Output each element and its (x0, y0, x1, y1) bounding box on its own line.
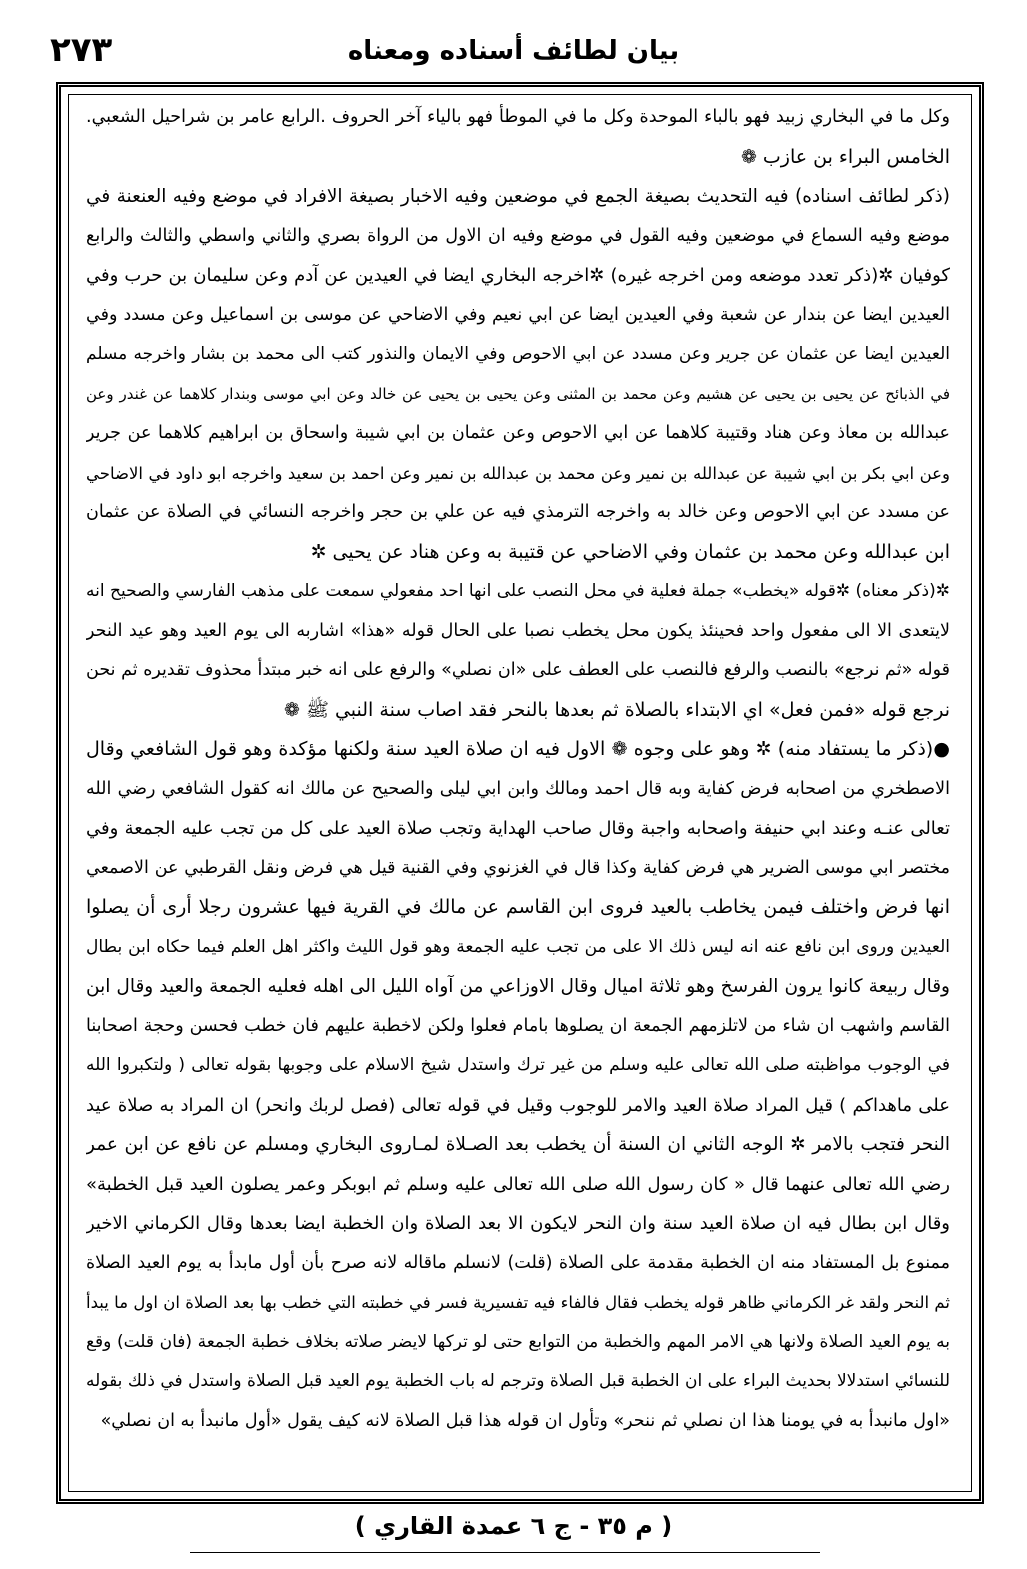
text-line: العيدين ايضا عن عثمان عن جرير وعن مسدد عن ابي الاحوص وفي الايمان والنذور كتب الى محمد بن بشار واخرجه مسلم (86, 344, 950, 364)
text-line: عبدالله بن معاذ وعن هناد وقتيبة كلاهما عن ابي الاحوص وعن عثمان بن ابي شيبة واسحاق بن ابراهيم كلاهما عن جرير (86, 423, 950, 443)
text-line: (ذكر لطائف اسناده) فيه التحديث بصيغة الجمع في موضعين وفيه الاخبار بصيغة الافراد في موضع وفيه العنعنة في (86, 186, 950, 207)
text-line: في الوجوب مواظبته صلى الله تعالى عليه وسلم من غير ترك واستدل شيخ الاسلام على وجوبها بقوله تعالى ( ولتكبروا الله (86, 1055, 950, 1075)
text-line: به يوم العيد الصلاة ولانها هي الامر المهم والخطبة من التوابع حتى لو تركها لايضر صلاته بخلاف خطبة الجمعة (فان قلت) وقع (86, 1331, 950, 1352)
text-line: للنسائي استدلالا بحديث البراء على ان الخطبة قبل الصلاة وترجم له باب الخطبة يوم العيد قبل الصلاة واستدل في ذلك بقوله (86, 1371, 950, 1391)
text-line: موضع وفيه السماع في موضعين وفيه القول في موضع وفيه ان الاول من الرواة بصري والثاني واسطي والثالث والرابع (86, 225, 950, 246)
text-line: النحر فتجب بالامر ✲ الوجه الثاني ان السنة أن يخطب بعد الصـلاة لمـاروى البخاري ومسلم عن نافع عن ابن عمر (86, 1134, 950, 1155)
footer-rule (190, 1552, 820, 1553)
text-line: قوله «ثم نرجع» بالنصب والرفع فالنصب على العطف على «ان نصلي» والرفع على انه خبر مبتدأ محذوف تقديره ثم نحن (86, 660, 950, 680)
text-line: ممنوع بل المستفاد منه ان الخطبة مقدمة على الصلاة (قلت) لانسلم ماقاله لانه صرح بأن أول مابدأ به يوم العيد الصلاة (86, 1252, 950, 1273)
text-line: نرجع قوله «فمن فعل» اي الابتداء بالصلاة ثم بعدها بالنحر فقد اصاب سنة النبي ﷺ ❁ (284, 698, 950, 721)
text-line: وقال ربيعة كانوا يرون الفرسخ وهو ثلاثة اميال وقال الاوزاعي من آواه الليل الى اهله فعليه الجمعة والعيد وقال ابن (86, 976, 950, 997)
page-footer (0, 1508, 1027, 1548)
text-line: ثم النحر ولقد غر الكرماني ظاهر قوله يخطب فقال فالفاء فيه تفسيرية فسر في خطبته التي خطب بها بعد الصلاة ان اول ما يبدأ (86, 1293, 950, 1312)
footer-signature: ( م ٣٥ - ج ٦ عمدة القاري ) (354, 1512, 673, 1540)
text-line: كوفيان ✲(ذكر تعدد موضعه ومن اخرجه غيره) ✲اخرجه البخاري ايضا في العيدين عن آدم وعن سليمان بن حرب وفي (86, 265, 950, 286)
text-line: «اول مانبدأ به في يومنا هذا ان نصلي ثم ننحر» وتأول ان قوله هذا قبل الصلاة لانه كيف يقول «أول مانبدأ به ان نصلي» (100, 1410, 950, 1431)
main-text (86, 98, 950, 1441)
text-line: انها فرض واختلف فيمن يخاطب بالعيد فروى ابن القاسم عن مالك في القرية فيها عشرون رجلا أرى أن يصلوا (86, 896, 950, 918)
running-title: بيان لطائف أسناده ومعناه (347, 36, 680, 66)
text-line: وكل ما في البخاري زبيد فهو بالباء الموحدة وكل ما في الموطأ فهو بالياء آخر الحروف .الرابع عامر بن شراحيل الشعبي. (86, 107, 950, 127)
text-line: وقال ابن بطال فيه ان صلاة العيد سنة وان النحر لايكون الا بعد الصلاة وان الخطبة ايضا بعدها وقال الكرماني الاخير (86, 1213, 950, 1234)
text-line: تعالى عنـه وعند ابي حنيفة واصحابه واجبة وقال صاحب الهداية وتجب صلاة العيد على كل من تجب عليه الجمعة وفي (86, 818, 950, 839)
text-line: القاسم واشهب ان شاء من لاتلزمهم الجمعة ان يصلوها بامام فعلوا ولكن لاخطبة عليهم فان خطب فحسن وحجة اصحابنا (86, 1015, 950, 1036)
text-line: وعن ابي بكر بن ابي شيبة عن عبدالله بن نمير وعن محمد بن عبدالله بن نمير وعن احمد بن سعيد واخرجه ابو داود في الاضاحي (86, 463, 950, 483)
text-line: الخامس البراء بن عازب ❁ (740, 145, 950, 168)
text-line: ✲(ذكر معناه) ✲قوله «يخطب» جملة فعلية في محل النصب على انها احد مفعولي سمعت على مذهب الفارسي والصحيح انه (86, 581, 950, 601)
text-line: ابن عبدالله وعن محمد بن عثمان وفي الاضاحي عن قتيبة به وعن هناد عن يحيى ✲ (310, 540, 950, 563)
text-line: مختصر ابي موسى الضرير هي فرض كفاية وكذا قال في الغزنوي وفي القنية قيل هي فرض ونقل القرطبي عن الاصمعي (86, 857, 950, 878)
page-number: ٢٧٣ (50, 30, 113, 70)
text-line: لايتعدى الا الى مفعول واحد فحينئذ يكون محل يخطب نصبا على الحال قوله «هذا» اشاربه الى يوم العيد وهو عيد النحر (86, 620, 950, 641)
text-line: الاصطخري من اصحابه فرض كفاية وبه قال احمد ومالك وابن ابي ليلى والصحيح عن مالك انه كقول الشافعي رضي الله (86, 778, 950, 799)
text-line: ●(ذكر ما يستفاد منه) ✲ وهو على وجوه ❁ الاول فيه ان صلاة العيد سنة ولكنها مؤكدة وهو قول الشافعي وقال (86, 738, 950, 760)
text-line: في الذبائح عن يحيى بن يحيى عن هشيم وعن محمد بن المثنى وعن يحيى بن يحيى عن خالد وعن ابي موسى وبندار كلاهما عن غندر وعن (86, 384, 950, 403)
text-line: عن مسدد عن ابي الاحوص وعن خالد به واخرجه الترمذي فيه عن علي بن حجر واخرجه النسائي في الصلاة عن عثمان (86, 502, 950, 522)
text-line: على ماهداكم ) قيل المراد صلاة العيد والامر للوجوب وقيل في قوله تعالى (فصل لربك وانحر) ان المراد به صلاة عيد (86, 1094, 950, 1116)
text-line: العيدين ايضا عن بندار عن شعبة وفي العيدين ايضا عن ابي نعيم وفي الاضاحي عن موسى بن اسماعيل وعن مسدد وفي (86, 304, 950, 325)
text-line: العيدين وروى ابن نافع عنه انه ليس ذلك الا على من تجب عليه الجمعة وهو قول الليث واكثر اهل العلم فيما حكاه ابن بطال (86, 936, 950, 957)
page-header (40, 28, 987, 78)
text-line: رضي الله تعالى عنهما قال « كان رسول الله صلى الله تعالى عليه وسلم ثم ابوبكر وعمر يصلون العيد قبل الخطبة» (86, 1173, 950, 1195)
